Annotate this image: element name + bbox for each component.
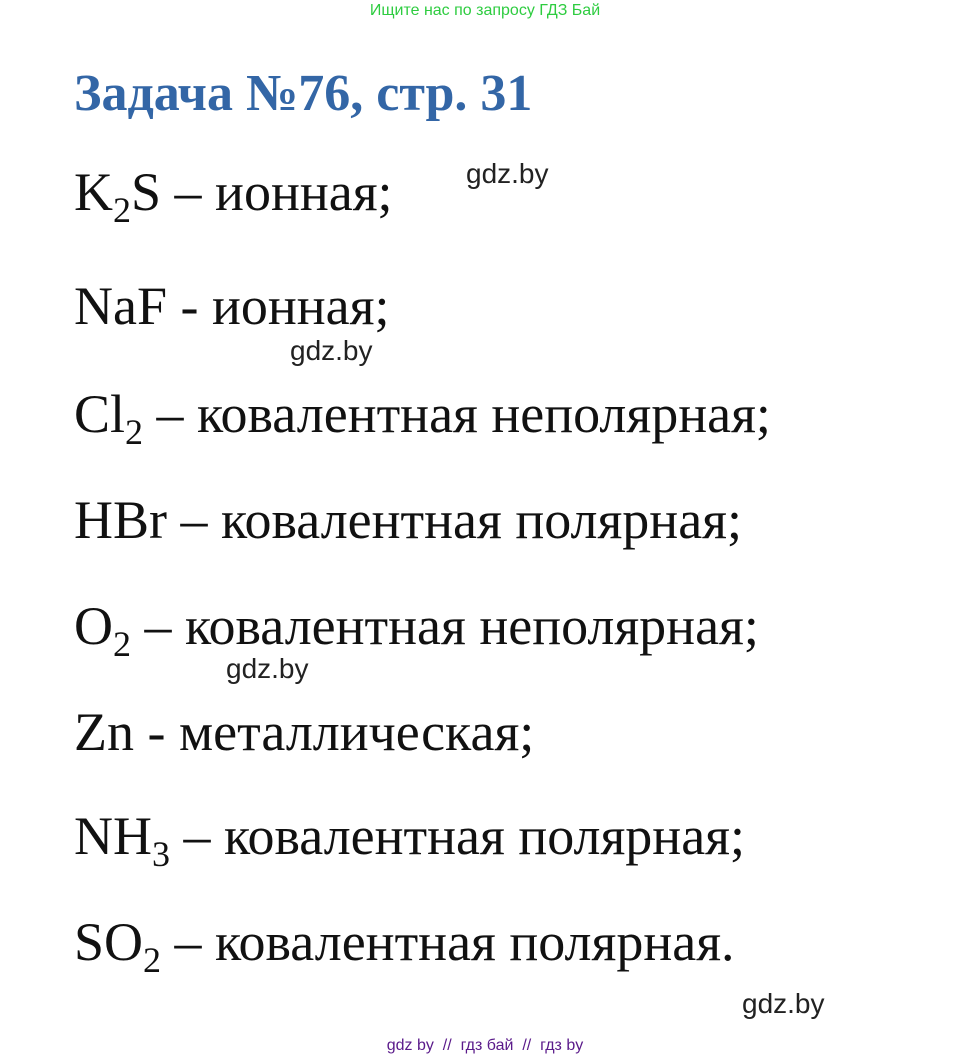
formula-main: HBr bbox=[74, 490, 167, 550]
formula-main: NaF bbox=[74, 276, 167, 336]
bond-type: ионная; bbox=[215, 162, 393, 222]
bond-type: ионная; bbox=[211, 276, 390, 336]
formula bbox=[74, 276, 167, 336]
separator: – bbox=[174, 912, 202, 972]
formula-subscript: 2 bbox=[125, 412, 144, 452]
separator: - bbox=[180, 276, 199, 336]
formula-subscript: 2 bbox=[113, 624, 131, 664]
separator: - bbox=[147, 702, 166, 762]
formula-subscript: 3 bbox=[152, 834, 170, 874]
answer-line-cl2 bbox=[74, 382, 771, 452]
formula-main: K bbox=[74, 162, 113, 222]
formula bbox=[74, 702, 134, 762]
answer-line-naf bbox=[74, 274, 390, 338]
formula bbox=[74, 384, 144, 452]
bond-type: ковалентная полярная; bbox=[221, 490, 743, 550]
top-banner-search-hint: Ищите нас по запросу ГДЗ Бай bbox=[369, 2, 601, 19]
formula bbox=[74, 912, 162, 980]
bond-type: ковалентная неполярная; bbox=[185, 596, 759, 656]
bottom-banner-site-names: gdz by // гдз бай // гдз by bbox=[386, 1037, 584, 1054]
answer-line-k2s bbox=[74, 160, 393, 230]
formula-subscript: 2 bbox=[143, 940, 162, 980]
answer-line-o2 bbox=[74, 594, 759, 664]
formula-tail: S bbox=[131, 162, 162, 222]
bond-type: ковалентная полярная; bbox=[224, 806, 746, 866]
answer-line-so2 bbox=[74, 910, 735, 980]
formula-main: Cl bbox=[74, 384, 126, 444]
formula-main: NH bbox=[74, 806, 152, 866]
answer-line-hbr bbox=[74, 488, 742, 552]
separator: – bbox=[183, 806, 211, 866]
formula bbox=[74, 596, 131, 664]
bond-type: ковалентная полярная. bbox=[215, 912, 735, 972]
formula-subscript: 2 bbox=[113, 190, 131, 230]
page-title: Задача №76, стр. 31 bbox=[74, 65, 533, 122]
formula-main: O bbox=[74, 596, 113, 656]
answer-line-zn bbox=[74, 700, 534, 764]
bond-type: ковалентная неполярная; bbox=[197, 384, 771, 444]
formula-main: SO bbox=[74, 912, 144, 972]
watermark: gdz.by bbox=[466, 158, 549, 189]
formula bbox=[74, 806, 170, 874]
answer-line-nh3 bbox=[74, 804, 746, 874]
watermark: gdz.by bbox=[226, 653, 309, 684]
separator: – bbox=[156, 384, 184, 444]
separator: – bbox=[144, 596, 172, 656]
separator: – bbox=[174, 162, 202, 222]
formula-main: Zn bbox=[74, 702, 134, 762]
bond-type: металлическая; bbox=[178, 702, 535, 762]
watermark: gdz.by bbox=[742, 988, 825, 1019]
formula bbox=[74, 490, 167, 550]
separator: – bbox=[180, 490, 208, 550]
formula bbox=[74, 162, 162, 230]
watermark: gdz.by bbox=[290, 335, 373, 366]
